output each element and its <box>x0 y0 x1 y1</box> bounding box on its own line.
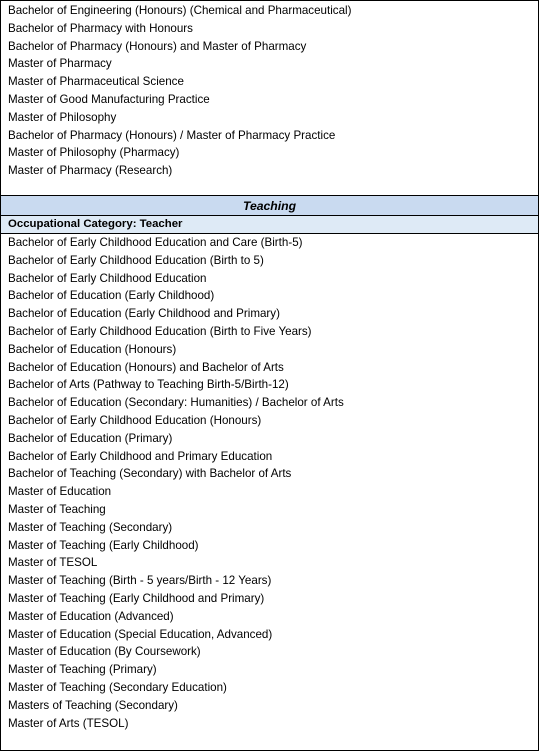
list-item: Master of Teaching (Early Childhood and Primary) <box>8 591 265 605</box>
list-item: Bachelor of Pharmacy (Honours) / Master of Pharmacy Practice <box>8 128 336 142</box>
list-item: Bachelor of Pharmacy (Honours) and Master of Pharmacy <box>8 39 307 53</box>
list-item: Bachelor of Teaching (Secondary) with Bachelor of Arts <box>8 467 292 481</box>
list-item: Bachelor of Education (Primary) <box>8 431 173 445</box>
list-item: Master of Teaching (Secondary) <box>8 520 173 534</box>
list-item: Master of Philosophy (Pharmacy) <box>8 146 180 160</box>
teaching-qualification-list <box>1 234 538 732</box>
list-item: Master of Education (By Coursework) <box>8 645 201 659</box>
list-item: Master of Teaching (Primary) <box>8 663 157 677</box>
list-item: Bachelor of Early Childhood Education (Birth to Five Years) <box>8 324 312 338</box>
list-item: Bachelor of Education (Honours) and Bachelor of Arts <box>8 360 284 374</box>
list-item: Bachelor of Engineering (Honours) (Chemical and Pharmaceutical) <box>8 4 352 17</box>
list-item: Master of Teaching (Secondary Education) <box>8 680 227 694</box>
section-heading-teaching: Teaching <box>1 196 538 216</box>
list-item: Bachelor of Early Childhood Education (Birth to 5) <box>8 253 264 267</box>
pharmacy-qualification-list <box>1 1 538 196</box>
list-item: Master of Education <box>8 485 112 499</box>
list-item: Master of Teaching <box>8 502 106 516</box>
list-item: Bachelor of Early Childhood and Primary Education <box>8 449 273 463</box>
list-item: Master of Pharmacy (Research) <box>8 164 173 178</box>
list-item: Masters of Teaching (Secondary) <box>8 698 178 712</box>
list-item: Master of Teaching (Early Childhood) <box>8 538 199 552</box>
list-item: Master of Pharmacy <box>8 57 112 71</box>
list-item: Bachelor of Early Childhood Education (Honours) <box>8 413 262 427</box>
list-item: Master of TESOL <box>8 556 98 570</box>
list-item: Bachelor of Education (Early Childhood and Primary) <box>8 307 280 321</box>
list-item: Master of Arts (TESOL) <box>8 716 129 730</box>
list-item: Master of Pharmaceutical Science <box>8 75 184 89</box>
list-item: Master of Philosophy <box>8 110 117 124</box>
list-item: Master of Education (Special Education, Advanced) <box>8 627 273 641</box>
list-item: Bachelor of Pharmacy with Honours <box>8 21 193 35</box>
list-item: Bachelor of Arts (Pathway to Teaching Birth-5/Birth-12) <box>8 378 289 392</box>
list-item: Bachelor of Early Childhood Education and Care (Birth-5) <box>8 236 303 249</box>
list-item: Bachelor of Education (Secondary: Humanities) / Bachelor of Arts <box>8 396 344 410</box>
list-item: Master of Education (Advanced) <box>8 609 174 623</box>
list-item: Bachelor of Education (Early Childhood) <box>8 289 215 303</box>
list-item: Bachelor of Early Childhood Education <box>8 271 207 285</box>
list-item: Master of Good Manufacturing Practice <box>8 92 210 106</box>
occupational-category: Occupational Category: Teacher <box>1 216 538 234</box>
list-item: Bachelor of Education (Honours) <box>8 342 177 356</box>
list-item: Master of Teaching (Birth - 5 years/Birth - 12 Years) <box>8 574 272 588</box>
